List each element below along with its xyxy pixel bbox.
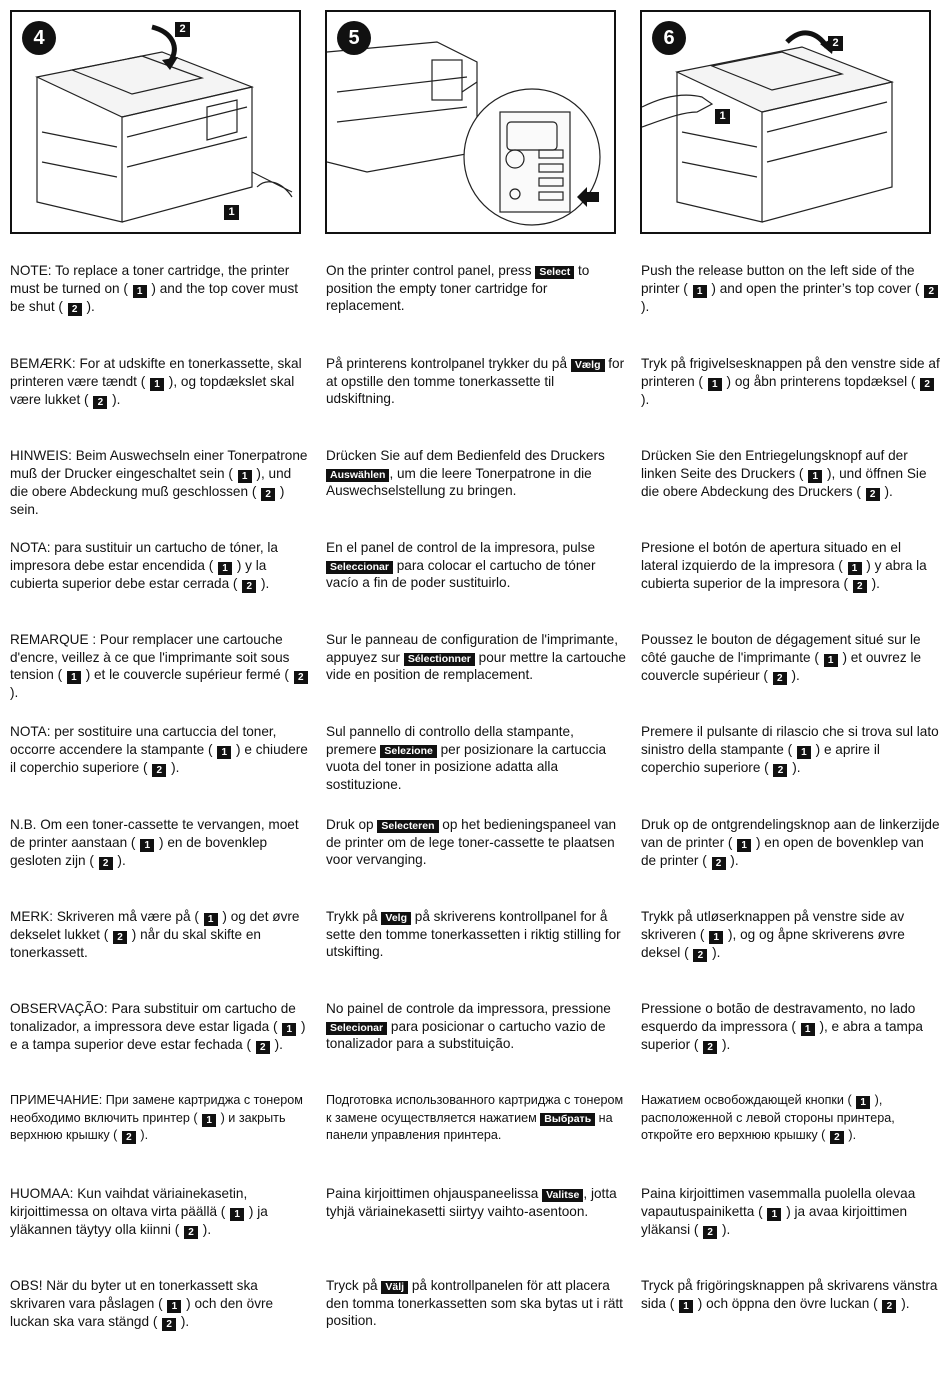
instruction-sv-step-6 — [641, 1277, 941, 1313]
instruction-text: ) y la cubierta superior debe estar cerrada ( — [10, 557, 267, 591]
callout-label: 1 — [224, 205, 239, 220]
step-number-badge: 6 — [652, 21, 686, 55]
instruction-da-step-5 — [326, 355, 626, 408]
instruction-sv-step-5 — [326, 1277, 626, 1330]
instruction-fr-step-4 — [10, 631, 310, 702]
instruction-no-step-5 — [326, 908, 626, 961]
instruction-pt-step-6 — [641, 1000, 941, 1054]
instruction-fi-step-5 — [326, 1185, 626, 1220]
instruction-text: ). — [113, 852, 126, 868]
instruction-en-step-6 — [641, 262, 941, 315]
callout-label: 1 — [282, 1023, 296, 1036]
callout-label: 1 — [709, 931, 723, 944]
instruction-text: ), und die obere Abdeckung muß geschlossen ( — [10, 465, 292, 499]
select-key-label: Vælg — [571, 359, 605, 372]
callout-label: 1 — [679, 1300, 693, 1313]
callout-label: 2 — [261, 488, 275, 501]
instruction-ru-step-5 — [326, 1092, 626, 1145]
instruction-text: ) e aprire il coperchio superiore ( — [641, 741, 880, 775]
instruction-fr-step-5 — [326, 631, 626, 684]
callout-label: 2 — [773, 764, 787, 777]
select-key-label: Valitse — [542, 1189, 583, 1202]
callout-label: 2 — [68, 303, 82, 316]
instruction-text: Push the release button on the left side of the printer ( — [641, 263, 915, 296]
instruction-text: ) og åbn printerens topdæksel ( — [722, 373, 920, 389]
instruction-text: para colocar el cartucho de tóner vacío a fin de poder sustituirlo. — [326, 557, 596, 590]
callout-label: 1 — [848, 562, 862, 575]
instruction-text: ), e abra a tampa superior ( — [641, 1018, 923, 1052]
callout-label: 1 — [217, 746, 231, 759]
callout-label: 2 — [152, 764, 166, 777]
select-key-label: Välj — [381, 1281, 408, 1294]
instruction-text: MERK: Skriveren må være på ( — [10, 909, 203, 924]
instruction-es-step-6 — [641, 539, 941, 593]
callout-label: 1 — [140, 839, 154, 852]
step-6-illustration — [640, 10, 931, 234]
instruction-text: Presione el botón de apertura situado en el lateral izquierdo de la impresora ( — [641, 540, 901, 573]
select-key-label: Выбрать — [540, 1113, 595, 1126]
select-key-label: Velg — [381, 912, 411, 925]
instruction-text: Drücken Sie auf dem Bedienfeld des Druckers — [326, 448, 605, 463]
callout-label: 1 — [808, 470, 822, 483]
instruction-text: Trykk på — [326, 909, 382, 924]
instruction-text: ), og og åpne skriverens øvre deksel ( — [641, 926, 905, 960]
instruction-text: ). — [897, 1295, 910, 1311]
instruction-text: On the printer control panel, press — [326, 263, 536, 278]
instruction-text: ). — [108, 391, 121, 407]
callout-label: 1 — [67, 671, 81, 684]
instruction-text: ). — [257, 575, 270, 591]
callout-label: 1 — [133, 285, 147, 298]
instruction-text: NOTA: per sostituire una cartuccia del toner, occorre accendere la stampante ( — [10, 724, 277, 757]
callout-label: 2 — [693, 949, 707, 962]
callout-label: 1 — [801, 1023, 815, 1036]
instruction-text: ). — [788, 759, 801, 775]
printer-top-cover-opening-drawing — [642, 12, 931, 234]
select-key-label: Selezione — [380, 745, 436, 758]
callout-label: 1 — [708, 378, 722, 391]
instruction-text: ) når du skal skifte en tonerkassett. — [10, 927, 261, 960]
callout-label: 1 — [204, 913, 218, 926]
instruction-text: ). — [708, 944, 721, 960]
instruction-text: Trykk på utløserknappen på venstre side av skriveren ( — [641, 909, 905, 942]
instruction-text: per posizionare la cartuccia vuota del toner in posizione adatta alla sostituzione. — [326, 741, 607, 792]
instruction-text: ) ja avaa kirjoittimen yläkansi ( — [641, 1203, 908, 1237]
callout-label: 1 — [693, 285, 707, 298]
select-key-label: Auswählen — [326, 469, 389, 482]
instruction-text: ) and the top cover must be shut ( — [10, 280, 299, 314]
instruction-fr-step-6 — [641, 631, 941, 685]
step-number-badge: 4 — [22, 21, 56, 55]
instruction-text: ). — [726, 852, 739, 868]
instruction-text: REMARQUE : Pour remplacer une cartouche d'encre, veillez à ce que l'imprimante soit sous tension ( — [10, 632, 290, 682]
instruction-text: En el panel de control de la impresora, pulse — [326, 540, 596, 555]
instruction-fi-step-4 — [10, 1185, 310, 1239]
instruction-text: Poussez le bouton de dégagement situé sur le côté gauche de l'imprimante ( — [641, 632, 921, 665]
instruction-it-step-4 — [10, 723, 310, 777]
instruction-en-step-4 — [10, 262, 310, 316]
instruction-pt-step-5 — [326, 1000, 626, 1053]
instruction-nl-step-6 — [641, 816, 941, 870]
instruction-text: , um die leere Tonerpatrone in die Auswechselstellung zu bringen. — [326, 465, 592, 498]
instruction-text: ) och den övre luckan ska vara stängd ( — [10, 1295, 274, 1329]
instruction-text: NOTE: To replace a toner cartridge, the printer must be turned on ( — [10, 263, 290, 296]
instruction-text: ). — [136, 1128, 149, 1142]
instruction-text: ). — [641, 391, 650, 407]
callout-label: 1 — [824, 654, 838, 667]
instruction-text: Sul pannello di controllo della stampante, premere — [326, 724, 574, 757]
instruction-text: ). — [10, 685, 19, 700]
callout-label: 1 — [856, 1096, 870, 1109]
instruction-de-step-5 — [326, 447, 626, 500]
callout-label: 2 — [242, 580, 256, 593]
instruction-text: No painel de controle da impressora, pressione — [326, 1001, 611, 1016]
instruction-text: HINWEIS: Beim Auswechseln einer Tonerpatrone muß der Drucker eingeschaltet sein ( — [10, 448, 308, 481]
instruction-text: OBSERVAÇÃO: Para substituir om cartucho de tonalizador, a impressora deve estar ligada ( — [10, 1001, 296, 1034]
instruction-text: ). — [787, 667, 800, 683]
instruction-es-step-5 — [326, 539, 626, 592]
instruction-text: ). — [718, 1036, 731, 1052]
instruction-no-step-6 — [641, 908, 941, 962]
printer-control-panel-drawing — [327, 12, 616, 234]
instruction-text: ) en de bovenklep gesloten zijn ( — [10, 834, 268, 868]
instruction-it-step-6 — [641, 723, 941, 777]
instruction-no-step-4 — [10, 908, 310, 962]
instruction-fi-step-6 — [641, 1185, 941, 1239]
instruction-en-step-5 — [326, 262, 626, 315]
callout-label: 2 — [703, 1226, 717, 1239]
callout-label: 1 — [167, 1300, 181, 1313]
select-key-label: Seleccionar — [326, 561, 393, 574]
select-key-label: Selecionar — [326, 1022, 387, 1035]
instruction-text: to position the empty toner cartridge for replacement. — [326, 263, 590, 313]
instruction-text: ). — [167, 759, 180, 775]
instruction-text: ) ja yläkannen täytyy olla kiinni ( — [10, 1203, 268, 1237]
instruction-text: ) et le couvercle supérieur fermé ( — [81, 667, 293, 682]
instruction-text: ) och öppna den övre luckan ( — [694, 1295, 882, 1311]
instruction-text: pour mettre la cartouche vide en position de remplacement. — [326, 649, 626, 682]
instruction-text: ). — [718, 1221, 731, 1237]
instruction-pt-step-4 — [10, 1000, 310, 1054]
callout-label: 2 — [830, 1131, 844, 1144]
instruction-text: ). — [844, 1128, 857, 1142]
instruction-text: NOTA: para sustituir un cartucho de tóner, la impresora debe estar encendida ( — [10, 540, 278, 573]
callout-label: 2 — [882, 1300, 896, 1313]
callout-label: 2 — [866, 488, 880, 501]
instruction-text: ) и закрыть верхнюю крышку ( — [10, 1110, 286, 1142]
instruction-text: Premere il pulsante di rilascio che si trova sul lato sinistro della stampante ( — [641, 724, 939, 757]
instruction-text: Druk op — [326, 817, 378, 832]
printer-top-cover-closed-drawing — [12, 12, 301, 234]
select-key-label: Selecteren — [377, 820, 438, 833]
instruction-text: ). — [82, 298, 95, 314]
callout-label: 2 — [853, 580, 867, 593]
instruction-text: OBS! När du byter ut en tonerkassett ska skrivaren vara påslagen ( — [10, 1278, 258, 1311]
instruction-ru-step-6 — [641, 1092, 941, 1145]
instruction-text: På printerens kontrolpanel trykker du på — [326, 356, 571, 371]
instruction-text: BEMÆRK: For at udskifte en tonerkassette, skal printeren være tændt ( — [10, 356, 302, 389]
callout-label: 2 — [920, 378, 934, 391]
instruction-it-step-5 — [326, 723, 626, 793]
instruction-ru-step-4 — [10, 1092, 310, 1145]
callout-label: 1 — [715, 109, 730, 124]
instruction-text: Drücken Sie den Entriegelungsknopf auf der linken Seite des Druckers ( — [641, 448, 908, 481]
callout-label: 2 — [828, 36, 843, 51]
callout-label: 2 — [294, 671, 308, 684]
instruction-text: ПРИМЕЧАНИЕ: При замене картриджа с тонером необходимо включить принтер ( — [10, 1093, 303, 1125]
instruction-text: HUOMAA: Kun vaihdat väriainekasetin, kirjoittimessa on oltava virta päällä ( — [10, 1186, 248, 1219]
callout-label: 2 — [924, 285, 938, 298]
callout-label: 2 — [99, 857, 113, 870]
select-key-label: Sélectionner — [404, 653, 475, 666]
callout-label: 1 — [150, 378, 164, 391]
instruction-text: Подготовка использованного картриджа с тонером к замене осуществляется нажатием — [326, 1093, 624, 1125]
step-5-illustration — [325, 10, 616, 234]
callout-label: 1 — [767, 1208, 781, 1221]
callout-label: 1 — [218, 562, 232, 575]
instruction-text: Paina kirjoittimen ohjauspaneelissa — [326, 1186, 543, 1201]
instruction-text: ) et ouvrez le couvercle supérieur ( — [641, 649, 922, 683]
step-number-badge: 5 — [337, 21, 371, 55]
instruction-text: ) sein. — [10, 483, 285, 517]
instruction-text: Druk op de ontgrendelingsknop aan de linkerzijde van de printer ( — [641, 817, 940, 850]
instruction-sv-step-4 — [10, 1277, 310, 1331]
instruction-text: Нажатием освобождающей кнопки ( — [641, 1093, 856, 1107]
instruction-text: Paina kirjoittimen vasemmalla puolella olevaa vapautuspainiketta ( — [641, 1186, 916, 1219]
callout-label: 2 — [175, 22, 190, 37]
callout-label: 2 — [122, 1131, 136, 1144]
select-key-label: Select — [535, 266, 574, 279]
instruction-text: ) and open the printer’s top cover ( — [707, 280, 924, 296]
instruction-text: ). — [199, 1221, 212, 1237]
instruction-text: Tryck på — [326, 1278, 382, 1293]
instruction-text: Tryk på frigivelsesknappen på den venstre side af printeren ( — [641, 356, 940, 389]
callout-label: 1 — [202, 1114, 216, 1127]
callout-label: 1 — [737, 839, 751, 852]
instruction-text: ). — [641, 298, 650, 314]
callout-label: 1 — [797, 746, 811, 759]
instruction-text: for at opstille den tomme tonerkassette til udskiftning. — [326, 356, 625, 406]
instruction-nl-step-5 — [326, 816, 626, 869]
instruction-text: para posicionar o cartucho vazio de tonalizador para a substituição. — [326, 1018, 606, 1051]
callout-label: 2 — [256, 1041, 270, 1054]
instruction-text: på kontrollpanelen för att placera den tomma tonerkassetten som ska bytas ut i rätt position. — [326, 1278, 623, 1328]
callout-label: 2 — [162, 1318, 176, 1331]
instruction-text: på skriverens kontrollpanel for å sette den tomme tonerkassetten i riktig stilling for utskifting. — [326, 909, 621, 959]
instruction-text: ), og topdækslet skal være lukket ( — [10, 373, 295, 407]
callout-label: 2 — [93, 396, 107, 409]
instruction-text: ) y abra la cubierta superior de la impresora ( — [641, 557, 927, 591]
callout-label: 1 — [238, 470, 252, 483]
instruction-de-step-4 — [10, 447, 310, 518]
callout-label: 2 — [773, 672, 787, 685]
instruction-text: ) og det øvre dekselet lukket ( — [10, 909, 300, 942]
instruction-text: N.B. Om een toner-cassette te vervangen, moet de printer aanstaan ( — [10, 817, 299, 850]
instruction-es-step-4 — [10, 539, 310, 593]
instruction-text: ). — [270, 1036, 283, 1052]
callout-label: 2 — [113, 931, 127, 944]
callout-label: 2 — [712, 857, 726, 870]
step-4-illustration — [10, 10, 301, 234]
instruction-text: Sur le panneau de configuration de l'imprimante, appuyez sur — [326, 632, 619, 665]
callout-label: 1 — [230, 1208, 244, 1221]
instruction-text: ). — [867, 575, 880, 591]
instruction-da-step-6 — [641, 355, 941, 408]
instruction-text: op het bedieningspaneel van de printer om de lege toner-cassette te plaatsen voor vervanging. — [326, 817, 617, 867]
instruction-text: на панели управления принтера. — [326, 1110, 613, 1142]
instruction-text: ), und öffnen Sie die obere Abdeckung des Druckers ( — [641, 465, 927, 499]
instruction-text: ) en open de bovenklep van de printer ( — [641, 834, 924, 868]
instruction-text: ). — [880, 483, 893, 499]
instruction-text: ), расположенной с левой стороны принтера, откройте его верхнюю крышку ( — [641, 1093, 895, 1142]
callout-label: 2 — [703, 1041, 717, 1054]
instruction-text: ). — [177, 1313, 190, 1329]
callout-label: 2 — [184, 1226, 198, 1239]
instruction-da-step-4 — [10, 355, 310, 409]
instruction-text: ) e chiudere il coperchio superiore ( — [10, 741, 308, 775]
instruction-text: ) e a tampa superior deve estar fechada ( — [10, 1018, 306, 1052]
instruction-text: , jotta tyhjä väriainekasetti siirtyy vaihto-asentoon. — [326, 1186, 617, 1219]
instruction-text: Tryck på frigöringsknappen på skrivarens vänstra sida ( — [641, 1278, 938, 1311]
instruction-text: Pressione o botão de destravamento, no lado esquerdo da impressora ( — [641, 1001, 916, 1034]
instruction-de-step-6 — [641, 447, 941, 501]
instruction-nl-step-4 — [10, 816, 310, 870]
